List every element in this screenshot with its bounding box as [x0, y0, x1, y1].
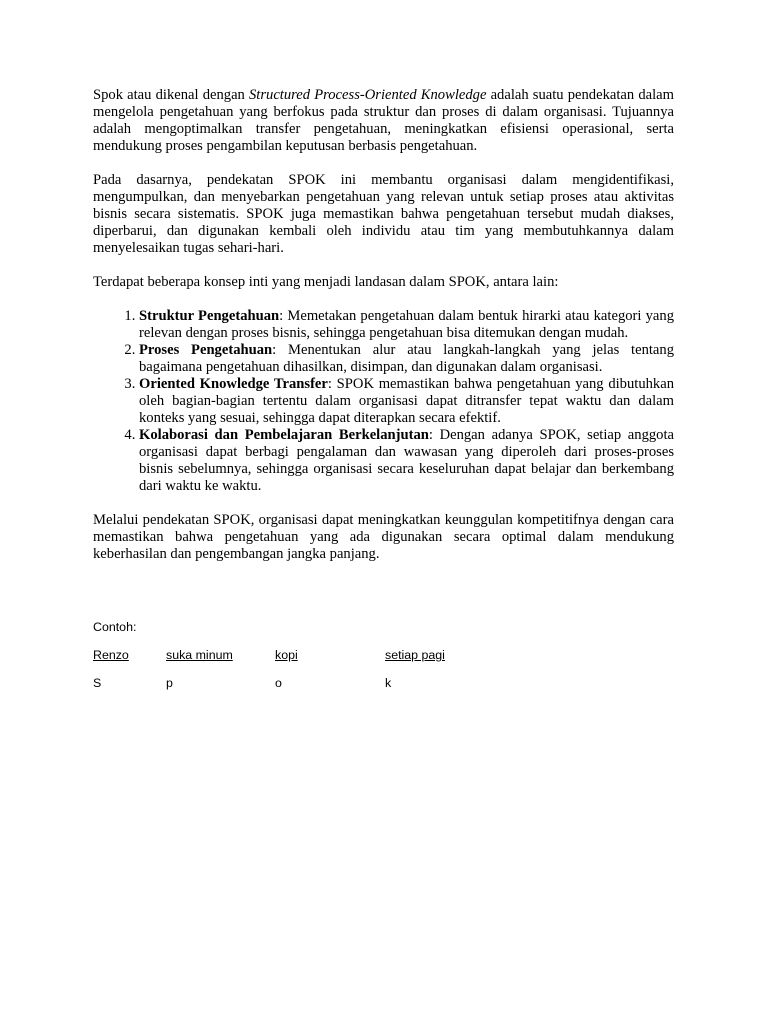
concept-term: Kolaborasi dan Pembelajaran Berkelanjutan: [139, 427, 429, 443]
document-body: [93, 87, 674, 563]
concept-term: Oriented Knowledge Transfer: [139, 376, 328, 392]
example-letter-p: p: [166, 676, 173, 690]
example-letter-s: S: [93, 676, 102, 690]
concept-term: Struktur Pengetahuan: [139, 308, 280, 324]
list-item: [139, 342, 674, 376]
concepts-list: [93, 308, 674, 495]
example-word-object: kopi: [275, 648, 298, 662]
conclusion-paragraph: Melalui pendekatan SPOK, organisasi dapat meningkatkan keunggulan kompetitifnya dengan cara memastikan bahwa pengetahuan yang ada digunakan secara optimal dalam mendukung keberhasilan dan pengembangan jangka panjang.: [93, 512, 674, 562]
paragraph-concepts-intro: Terdapat beberapa konsep inti yang menjadi landasan dalam SPOK, antara lain:: [93, 274, 559, 290]
example-words-row: [93, 648, 593, 664]
concept-desc: : Menentukan alur atau langkah-langkah yang jelas tentang bagaimana pengetahuan dihasilkan, disimpan, dan digunakan dalam organisasi.: [139, 342, 674, 375]
concept-desc: : Memetakan pengetahuan dalam bentuk hirarki atau kategori yang relevan dengan proses bisnis, sehingga pengetahuan bisa ditemukan dengan mudah.: [139, 308, 674, 341]
example-label: Contoh:: [93, 620, 137, 634]
paragraph-basics: Pada dasarnya, pendekatan SPOK ini membantu organisasi dalam mengidentifikasi, mengumpulkan, dan menyebarkan pengetahuan yang relevan untuk setiap proses atau aktivitas bisnis secara sistematis. SPOK juga memastikan bahwa pengetahuan tersebut mudah diakses, diperbarui, dan digunakan kembali oleh individu atau tim yang membutuhkannya dalam menyelesaikan tugas sehari-hari.: [93, 172, 674, 256]
concept-term: Proses Pengetahuan: [139, 342, 273, 358]
example-word-predicate: suka minum: [166, 648, 233, 662]
list-item: [139, 308, 674, 342]
intro-term: Structured Process-Oriented Knowledge: [249, 87, 487, 103]
example-letter-k: k: [385, 676, 392, 690]
intro-paragraph: [93, 87, 674, 155]
list-item: [139, 376, 674, 427]
example-letter-o: o: [275, 676, 282, 690]
example-letters-row: [93, 676, 593, 692]
intro-text-start: Spok atau dikenal dengan: [93, 87, 249, 103]
example-word-adverb: setiap pagi: [385, 648, 445, 662]
example-word-subject: Renzo: [93, 648, 129, 662]
concept-desc: : SPOK memastikan bahwa pengetahuan yang dibutuhkan oleh bagian-bagian tertentu dalam organisasi dapat ditransfer tepat waktu dan dalam konteks yang sesuai, sehingga dapat diterapkan secara efektif.: [139, 376, 674, 426]
intro-text-end: adalah suatu pendekatan dalam mengelola pengetahuan yang berfokus pada struktur dan proses di dalam organisasi. Tujuannya adalah mengoptimalkan transfer pengetahuan, meningkatkan efisiensi operasional, serta mendukung proses pengambilan keputusan berbasis pengetahuan.: [93, 87, 674, 154]
concept-desc: : Dengan adanya SPOK, setiap anggota organisasi dapat berbagi pengalaman dan wawasan yang diperoleh dari proses-proses bisnis sebelumnya, sehingga organisasi secara keseluruhan dapat belajar dan berkembang dari waktu ke waktu.: [139, 427, 675, 494]
list-item: [139, 427, 674, 495]
